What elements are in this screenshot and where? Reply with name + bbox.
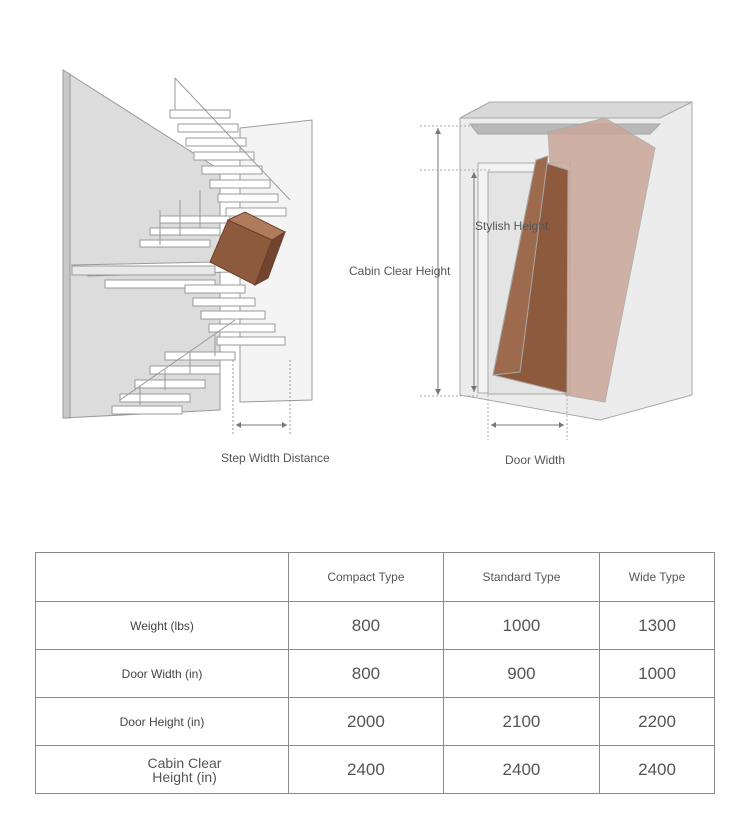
corner-cell [36, 553, 289, 602]
row-label-line: Cabin Clear [147, 754, 222, 771]
cabin-clear-height-label: Cabin Clear Height [349, 264, 451, 278]
row-label-door-height: Door Height (in) [36, 698, 289, 746]
table-cell: 2400 [443, 746, 599, 794]
column-header-compact: Compact Type [289, 553, 444, 602]
row-label-line: Height (in) [152, 768, 217, 785]
table-cell: 2400 [600, 746, 715, 794]
spec-table [35, 552, 715, 794]
column-header-standard: Standard Type [443, 553, 599, 602]
table-cell: 2200 [600, 698, 715, 746]
stylish-height-label: Stylish Height [475, 219, 549, 233]
row-label-door-width: Door Width (in) [36, 650, 289, 698]
table-row [36, 602, 715, 650]
table-cell: 800 [289, 602, 444, 650]
table-cell: 900 [443, 650, 599, 698]
row-label-weight: Weight (lbs) [36, 602, 289, 650]
step-width-label: Step Width Distance [221, 451, 330, 465]
table-cell: 1000 [600, 650, 715, 698]
table-cell: 2400 [289, 746, 444, 794]
table-header-row [36, 553, 715, 602]
table-cell: 1300 [600, 602, 715, 650]
table-row [36, 698, 715, 746]
cabin-diagram [420, 102, 692, 440]
table-row [36, 650, 715, 698]
table-cell: 2100 [443, 698, 599, 746]
table-cell: 800 [289, 650, 444, 698]
staircase-diagram [63, 70, 312, 435]
column-header-wide: Wide Type [600, 553, 715, 602]
door-width-label: Door Width [505, 453, 566, 467]
table-row [36, 746, 715, 794]
table-cell: 2000 [289, 698, 444, 746]
row-label-cabin-clear-height [36, 746, 289, 794]
table-cell: 1000 [443, 602, 599, 650]
